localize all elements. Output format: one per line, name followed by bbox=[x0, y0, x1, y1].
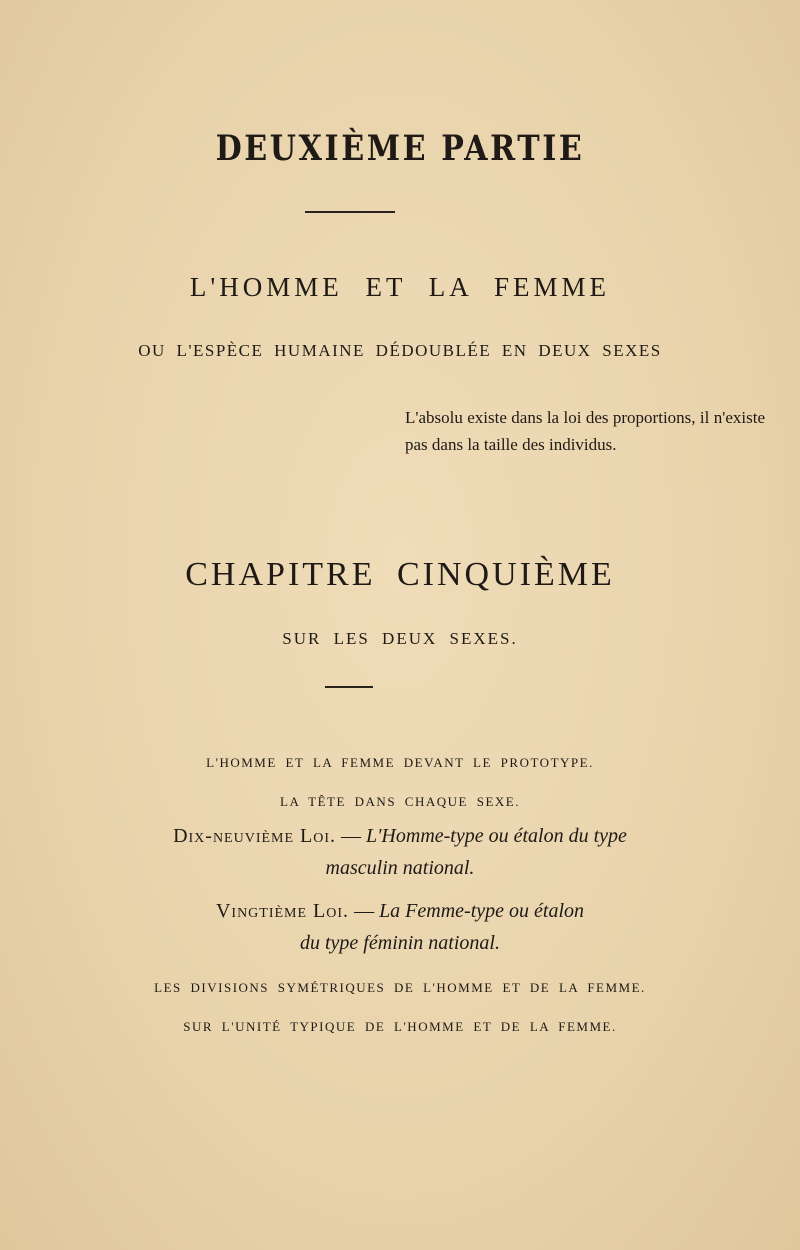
law-label: Vingtième Loi. bbox=[215, 900, 350, 922]
law-nineteen bbox=[0, 825, 800, 848]
summary-line: LA TÊTE DANS CHAQUE SEXE. bbox=[280, 794, 520, 809]
law-dash: — bbox=[349, 900, 380, 922]
summary-line: LES DIVISIONS SYMÉTRIQUES DE L'HOMME ET DE LA FEMME. bbox=[154, 980, 646, 995]
title-rule bbox=[305, 211, 395, 213]
law-twenty bbox=[0, 900, 800, 923]
summary-line: L'HOMME ET LA FEMME DEVANT LE PROTOTYPE. bbox=[206, 755, 594, 770]
law-dash: — bbox=[336, 825, 367, 847]
section-title: L'HOMME ET LA FEMME bbox=[189, 272, 611, 302]
chapter-title: CHAPITRE CINQUIÈME bbox=[185, 556, 615, 593]
epigraph: L'absolu existe dans la loi des proportions, il n'existe pas dans la taille des individus. bbox=[405, 408, 765, 454]
law-text: La Femme-type ou étalon bbox=[379, 900, 585, 922]
law-nineteen-continued bbox=[0, 857, 800, 880]
law-text: L'Homme-type ou étalon du type bbox=[366, 825, 627, 847]
law-text: masculin national. bbox=[325, 857, 475, 879]
chapter-rule bbox=[325, 686, 373, 688]
chapter-subtitle: SUR LES DEUX SEXES. bbox=[282, 629, 518, 648]
section-subtitle: OU L'ESPÈCE HUMAINE DÉDOUBLÉE EN DEUX SEXES bbox=[138, 341, 662, 360]
summary-line: SUR L'UNITÉ TYPIQUE DE L'HOMME ET DE LA FEMME. bbox=[183, 1019, 617, 1034]
law-text: du type féminin national. bbox=[300, 932, 500, 954]
law-label: Dix-neuvième Loi. bbox=[173, 825, 337, 847]
part-title: DEUXIÈME PARTIE bbox=[215, 128, 585, 169]
law-twenty-continued bbox=[0, 932, 800, 955]
